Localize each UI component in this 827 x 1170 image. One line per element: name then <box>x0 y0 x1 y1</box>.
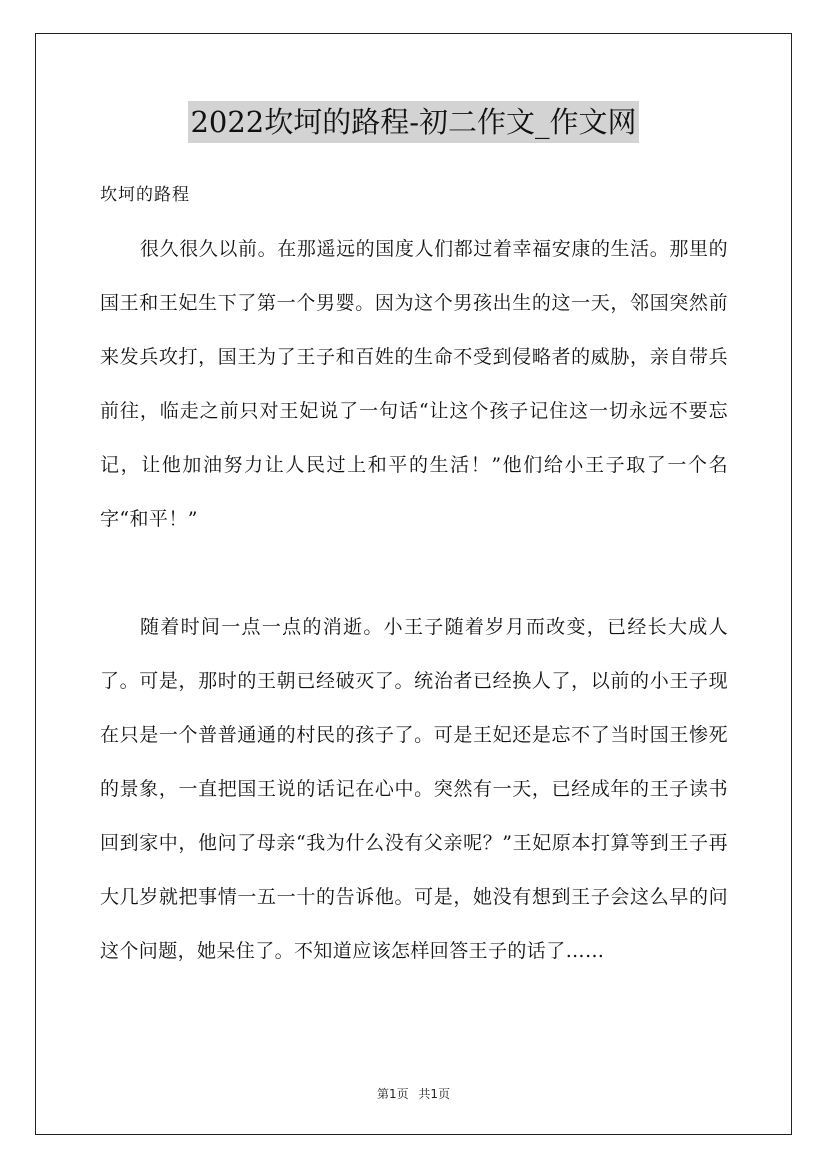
page-number-total: 共1页 <box>418 1087 451 1101</box>
document-title: 2022坎坷的路程-初二作文_作文网 <box>188 101 638 143</box>
title-container <box>0 101 827 143</box>
page-number-current: 第1页 <box>376 1087 409 1101</box>
section-heading: 坎坷的路程 <box>100 185 190 205</box>
page-footer <box>0 1085 827 1102</box>
paragraph-1: 很久很久以前。在那遥远的国度人们都过着幸福安康的生活。那里的国王和王妃生下了第一个男婴。因为这个男孩出生的这一天，邻国突然前来发兵攻打，国王为了王子和百姓的生命不受到侵略者的威胁，亲自带兵前往，临走之前只对王妃说了一句话“让这个孩子记住这一切永远不要忘记，让他加油努力让人民过上和平的生活！”他们给小王子取了一个名字“和平！” <box>100 238 728 530</box>
paragraph-2: 随着时间一点一点的消逝。小王子随着岁月而改变，已经长大成人了。可是，那时的王朝已经破灭了。统治者已经换人了，以前的小王子现在只是一个普普通通的村民的孩子了。可是王妃还是忘不了当时国王惨死的景象，一直把国王说的话记在心中。突然有一天，已经成年的王子读书回到家中，他问了母亲“我为什么没有父亲呢？”王妃原本打算等到王子再大几岁就把事情一五一十的告诉他。可是，她没有想到王子会这么早的问这个问题，她呆住了。不知道应该怎样回答王子的话了…… <box>100 616 728 962</box>
